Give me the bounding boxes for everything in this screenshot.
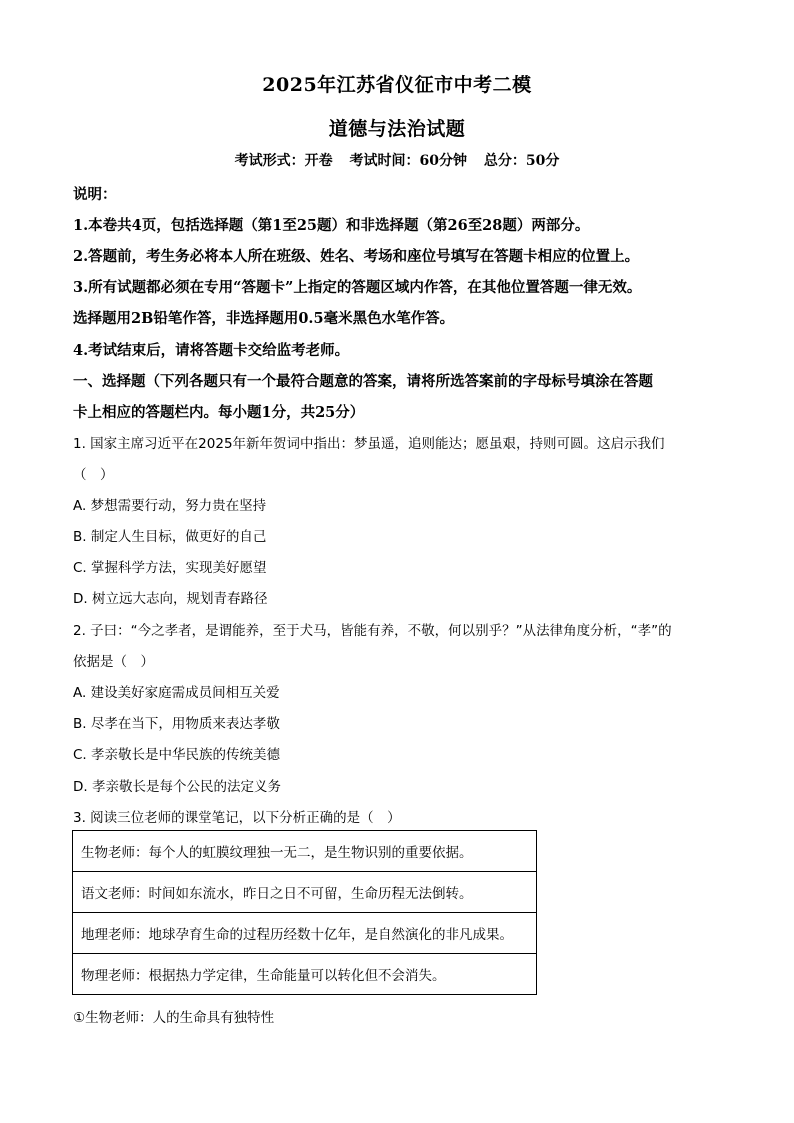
question-1-option-d: D. 树立远大志向，规划青春路径 <box>73 591 268 607</box>
question-1-option-a: A. 梦想需要行动，努力贵在坚持 <box>73 498 267 514</box>
instructions-heading: 说明： <box>73 186 117 203</box>
instruction-item: 2.答题前，考生务必将本人所在班级、姓名、考场和座位号填写在答题卡相应的位置上。 <box>73 248 640 265</box>
question-3-stem: 3. 阅读三位老师的课堂笔记，以下分析正确的是（ ） <box>73 810 401 826</box>
exam-subtitle: 道德与法治试题 <box>328 118 466 140</box>
section-heading-cont: 卡上相应的答题栏内。每小题1分，共25分） <box>73 404 365 421</box>
question-2-option-c: C. 孝亲敬长是中华民族的传统美德 <box>73 747 281 763</box>
exam-title: 2025年江苏省仪征市中考二模 <box>262 74 532 96</box>
note-physics: 物理老师：根据热力学定律，生命能量可以转化但不会消失。 <box>73 954 537 995</box>
note-biology: 生物老师：每个人的虹膜纹理独一无二，是生物识别的重要依据。 <box>73 831 537 872</box>
section-heading: 一、选择题（下列各题只有一个最符合题意的答案，请将所选答案前的字母标号填涂在答题 <box>73 373 653 390</box>
table-row <box>73 831 537 872</box>
question-2-option-b: B. 尽孝在当下，用物质来表达孝敬 <box>73 716 280 732</box>
total-score: 总分：50分 <box>483 153 560 169</box>
instruction-item: 4.考试结束后，请将答题卡交给监考老师。 <box>73 342 350 359</box>
table-row <box>73 872 537 913</box>
note-chinese: 语文老师：时间如东流水，昨日之日不可留，生命历程无法倒转。 <box>73 872 537 913</box>
note-geography: 地理老师：地球孕育生命的过程历经数十亿年，是自然演化的非凡成果。 <box>73 913 537 954</box>
instruction-item: 3.所有试题都必须在专用“答题卡”上指定的答题区域内作答，在其他位置答题一律无效。 <box>73 279 642 296</box>
question-2-option-a: A. 建设美好家庭需成员间相互关爱 <box>73 685 280 701</box>
question-2-stem-cont: 依据是（ ） <box>73 654 154 670</box>
exam-meta <box>0 150 794 170</box>
question-2-option-d: D. 孝亲敬长是每个公民的法定义务 <box>73 779 281 795</box>
question-1-option-c: C. 掌握科学方法，实现美好愿望 <box>73 560 267 576</box>
question-3-statement-1: ①生物老师：人的生命具有独特性 <box>73 1010 275 1026</box>
table-row <box>73 913 537 954</box>
instruction-item: 选择题用2B铅笔作答，非选择题用0.5毫米黑色水笔作答。 <box>73 310 455 327</box>
question-2-stem: 2. 子曰：“今之孝者，是谓能养，至于犬马，皆能有养，不敬，何以别乎？”从法律角度分析，“孝”的 <box>73 623 672 639</box>
instruction-item: 1.本卷共4页，包括选择题（第1至25题）和非选择题（第26至28题）两部分。 <box>73 217 590 234</box>
question-1-option-b: B. 制定人生目标，做更好的自己 <box>73 529 267 545</box>
question-1-blank: （ ） <box>73 467 114 483</box>
teacher-notes-table <box>72 830 537 995</box>
exam-time: 考试时间：60分钟 <box>349 153 467 169</box>
table-row <box>73 954 537 995</box>
exam-format: 考试形式：开卷 <box>234 153 333 169</box>
question-1-stem: 1. 国家主席习近平在2025年新年贺词中指出：梦虽遥，追则能达；愿虽艰，持则可圆。这启示我们 <box>73 436 665 452</box>
